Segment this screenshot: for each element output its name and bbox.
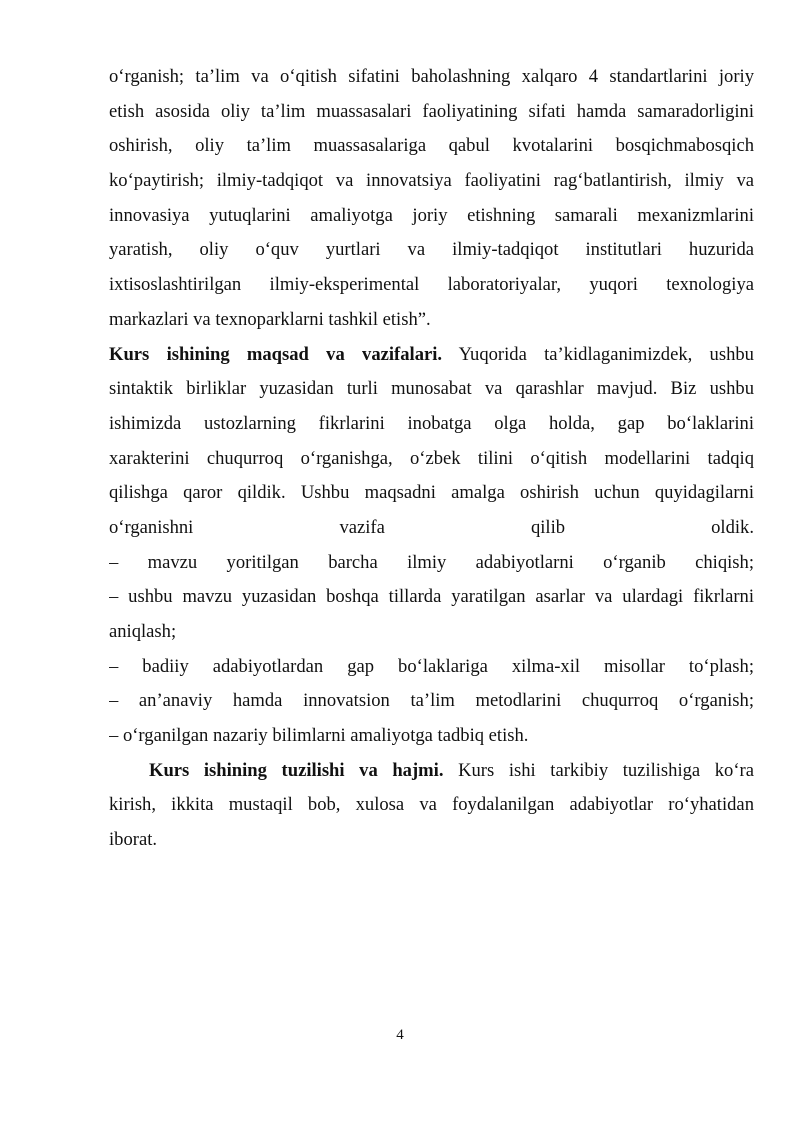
text-line: oshirish, oliy ta’lim muassasalariga qabul kvotalarini bosqichmabosqich [109,135,754,157]
text-span: Yuqorida ta’kidlaganimizdek, ushbu [442,343,754,365]
paragraph-structure [109,754,754,858]
text-line: qilishga qaror qildik. Ushbu maqsadni amalga oshirish uchun quyidagilarni [109,482,754,504]
text-line: ixtisoslashtirilgan ilmiy-eksperimental laboratoriyalar, yuqori texnologiya [109,274,754,296]
text-line: markazlari va texnoparklarni tashkil etish”. [109,308,431,330]
paragraph-goals [109,338,754,546]
text-line: iborat. [109,829,158,851]
text-line [109,338,754,373]
text-line: o‘rganishni vazifa qilib oldik. [109,516,754,538]
list-item: – mavzu yoritilgan barcha ilmiy adabiyotlarni o‘rganib chiqish; [109,551,754,573]
task-list [109,546,754,754]
text-line: etish asosida oliy ta’lim muassasalari faoliyatining sifati hamda samaradorligini [109,100,754,122]
section-heading: Kurs ishining tuzilishi va hajmi. [149,759,444,781]
list-item: aniqlash; [109,621,177,642]
text-line: ko‘paytirish; ilmiy-tadqiqot va innovatsiya faoliyatini rag‘batlantirish, ilmiy va [109,170,754,192]
text-line: yaratish, oliy o‘quv yurtlari va ilmiy-tadqiqot institutlari huzurida [109,239,754,261]
page-number: 4 [396,1027,404,1043]
paragraph-intro [109,60,754,338]
text-line: ishimizda ustozlarning fikrlarini inobatga olga holda, gap bo‘laklarini [109,412,754,434]
list-item: – ushbu mavzu yuzasidan boshqa tillarda yaratilgan asarlar va ulardagi fikrlarni [109,586,754,608]
list-item: – an’anaviy hamda innovatsion ta’lim metodlarini chuqurroq o‘rganish; [109,690,754,712]
text-line: kirish, ikkita mustaqil bob, xulosa va foydalanilgan adabiyotlar ro‘yhatidan [109,794,754,816]
section-heading: Kurs ishining maqsad va vazifalari. [109,343,443,365]
text-line: o‘rganish; ta’lim va o‘qitish sifatini baholashning xalqaro 4 standartlarini joriy [109,66,754,87]
text-line: xarakterini chuqurroq o‘rganishga, o‘zbek tilini o‘qitish modellarini tadqiq [109,447,754,469]
list-item: – badiiy adabiyotlardan gap bo‘laklariga xilma-xil misollar to‘plash; [109,655,754,677]
text-span: Kurs ishi tarkibiy tuzilishiga ko‘ra [443,759,754,781]
text-line: sintaktik birliklar yuzasidan turli munosabat va qarashlar mavjud. Biz ushbu [109,378,754,400]
text-line: innovasiya yutuqlarini amaliyotga joriy etishning samarali mexanizmlarini [109,204,754,226]
text-line [109,754,754,789]
list-item: – o‘rganilgan nazariy bilimlarni amaliyotga tadbiq etish. [109,725,529,747]
document-page [109,60,754,858]
